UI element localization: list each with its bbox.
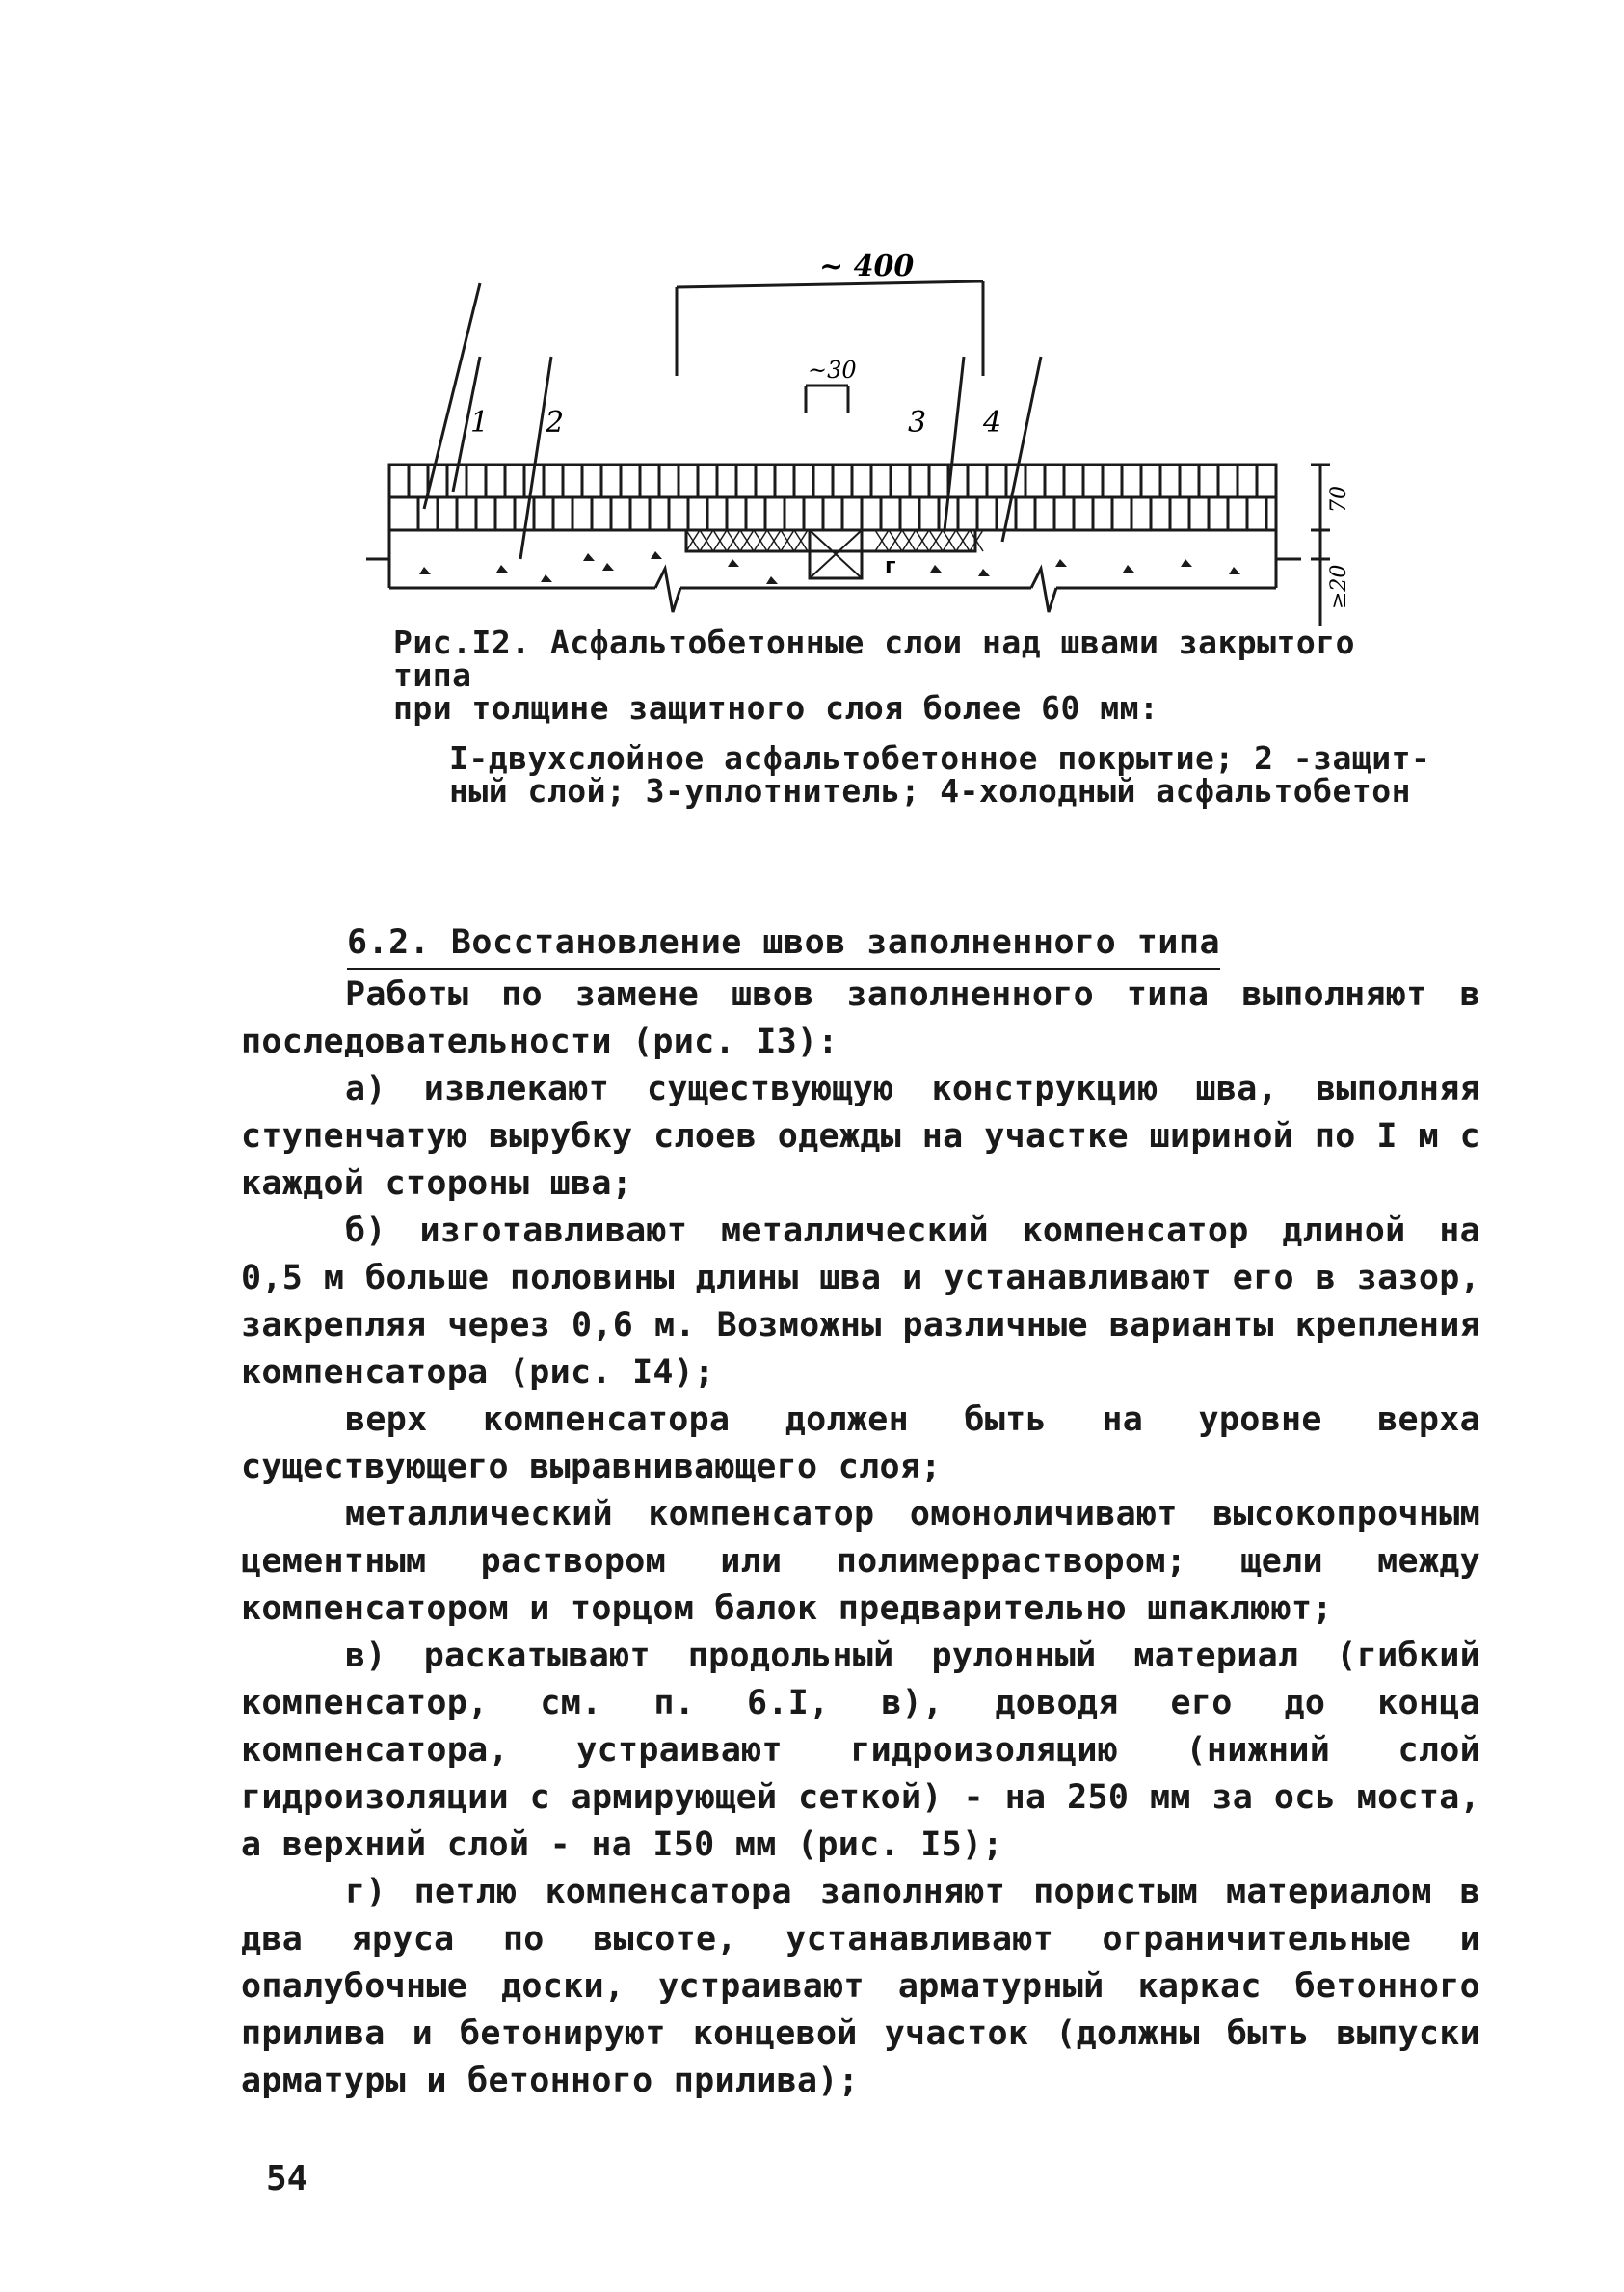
aggregate-mark xyxy=(651,551,662,559)
aggregate-mark xyxy=(583,553,595,561)
callout-2: 2 xyxy=(546,406,565,440)
joint-cross-section-figure xyxy=(366,241,1369,626)
paragraph-b: б) изготавливают металлический компенсатор длиной на 0,5 м больше половины длины шва и устанавливают его в зазор, закрепляя через 0,6 м. Возможны различные варианты крепления компенсатора (рис. I4); xyxy=(241,1212,1480,1392)
dim-30-label: ~30 xyxy=(808,357,857,384)
caption-legend xyxy=(449,739,1434,810)
paragraph-monolith: металлический компенсатор омоноличивают высокопрочным цементным раствором или полимерраствором; щели между компенсатором и торцом балок предварительно шпаклюют; xyxy=(241,1495,1480,1628)
body-text xyxy=(241,972,1480,2105)
callout-3: 3 xyxy=(908,406,927,440)
caption-line-2: при толщине защитного слоя более 60 мм: xyxy=(393,689,1159,727)
aggregate-mark xyxy=(766,576,778,584)
callout-1: 1 xyxy=(470,406,490,440)
figure-caption xyxy=(393,626,1434,808)
aggregate-mark xyxy=(930,565,942,573)
section-title: 6.2. Восстановление швов заполненного типа xyxy=(347,923,1220,970)
dim-70-label: 70 xyxy=(1327,486,1351,513)
aggregate-mark xyxy=(1055,559,1067,567)
paragraph-compensator-top: верх компенсатора должен быть на уровне верха существующего выравнивающего слоя; xyxy=(241,1400,1480,1486)
aggregate-mark xyxy=(1181,559,1192,567)
aggregate-mark xyxy=(541,574,552,582)
aggregate-mark xyxy=(1123,565,1134,573)
dim-400-label: ~ 400 xyxy=(819,250,915,283)
page-number: 54 xyxy=(266,2159,308,2199)
caption-line-1: Рис.I2. Асфальтобетонные слои над швами закрытого типа xyxy=(393,624,1356,694)
legend-line-2: ный слой; 3-уплотнитель; 4-холодный асфальтобетон xyxy=(449,772,1412,810)
paragraph-a: а) извлекают существующую конструкцию шва, выполняя ступенчатую вырубку слоев одежды на участке шириной по I м с каждой стороны шва; xyxy=(241,1070,1480,1203)
paragraph-v: в) раскатывают продольный рулонный материал (гибкий компенсатор, см. п. 6.I, в), доводя его до конца компенсатора, устраивают гидроизоляцию (нижний слой гидроизоляции с армирующей сеткой) - на 250 мм за ось моста, а верхний слой - на I50 мм (рис. I5); xyxy=(241,1637,1480,1864)
aggregate-mark xyxy=(496,565,508,573)
aggregate-mark xyxy=(602,563,614,571)
aggregate-mark xyxy=(1229,567,1240,574)
cold-asphalt-strip xyxy=(686,530,975,551)
paragraph-intro: Работы по замене швов заполненного типа выполняют в последовательности (рис. I3): xyxy=(241,975,1480,1061)
paragraph-g: г) петлю компенсатора заполняют пористым материалом в два яруса по высоте, устанавливают ограничительные и опалубочные доски, устраивают арматурный каркас бетонного прилива и бетонируют концевой участок (должны быть выпуски арматуры и бетонного прилива); xyxy=(241,1873,1480,2100)
dim-20-label: ≥20 xyxy=(1327,564,1351,609)
aggregate-mark xyxy=(419,567,431,574)
callout-4: 4 xyxy=(983,406,1002,440)
legend-line-1: I-двухслойное асфальтобетонное покрытие; 2 -защит- xyxy=(449,739,1431,777)
aggregate-mark xyxy=(728,559,739,567)
seal-label: г xyxy=(885,554,896,578)
aggregate-mark xyxy=(978,569,990,576)
